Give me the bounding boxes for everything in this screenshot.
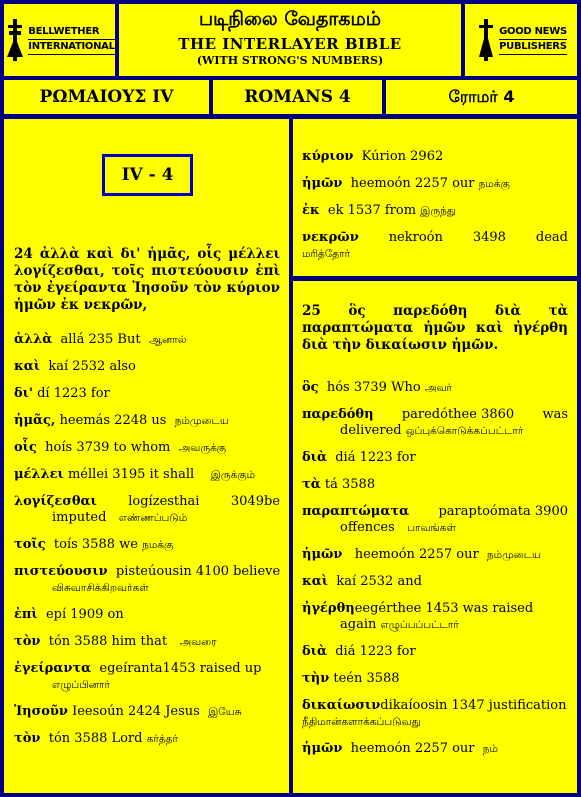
- word-row: ἡμῶν heemoón 2257 our நம்முடைய: [302, 547, 542, 562]
- title-greek-text: ΡΩΜΑΙΟΥΣ IV: [39, 87, 174, 107]
- word-row: δικαίωσινdikaíoosin 1347 justification நீதிமான்களாக்கப்படுவது: [302, 698, 567, 728]
- left-logo-text: BELLWETHER INTERNATIONAL: [28, 25, 114, 55]
- word-row: νεκρῶν nekroón 3498 dead மரித்தோர்: [302, 230, 568, 260]
- word-row: ἡμῶν heemoón 2257 our நமக்கு: [302, 176, 510, 191]
- word-row: ἠγέρθηeegérthee 1453 was raised again எழுப்பப்பட்டார்: [302, 601, 534, 632]
- word-row: ἐκ ek 1537 from இருந்து: [302, 203, 456, 218]
- title-tamil-text: ரோமர் 4: [448, 86, 515, 106]
- title-tamil: படிநிலை வேதாகமம்: [198, 8, 382, 30]
- right-logo-text: GOOD NEWS PUBLISHERS: [499, 25, 567, 55]
- word-row: τὰ tá 3588: [302, 477, 376, 492]
- title-english-text: ROMANS 4: [244, 87, 351, 107]
- verse-25-greek: 25 ὃς παρεδόθη διὰ τὰ παραπτώματα ἡμῶν καὶ ἠγέρθη διὰ τὴν δικαίωσιν ἡμῶν.: [302, 303, 568, 353]
- word-row: καὶ kaí 2532 and: [302, 574, 422, 589]
- word-row: παραπτώματα paraptoómata 3900 offences பாவங்கள்: [302, 504, 568, 535]
- header-title-box: [119, 4, 461, 76]
- word-row: παρεδόθη paredóthee 3860 was delivered ஒப்புக்கொடுக்கப்பட்டார்: [302, 407, 568, 438]
- word-row: τοῖς toís 3588 we நமக்கு: [14, 537, 174, 552]
- word-row: διὰ diá 1223 for: [302, 644, 416, 659]
- title-greek: [4, 80, 209, 114]
- word-row: Ἰησοῦν Ieesoún 2424 Jesus இயேசு: [14, 704, 242, 719]
- word-row: τὴν teén 3588: [302, 671, 400, 686]
- verse-24-greek: 24 ἀλλὰ καὶ δι' ἡμᾶς, οἷς μέλλει λογίζεσθαι, τοῖς πιστεύουσιν ἐπὶ τὸν ἐγείραντα Ἰησοῦν τὸν κύριον ἡμῶν ἐκ νεκρῶν,: [14, 246, 280, 313]
- word-row: ἀλλὰ allá 235 But ஆனால்: [14, 332, 187, 347]
- right-logo-box: [465, 4, 577, 76]
- word-row: ἡμᾶς, heemás 2248 us நம்முடைய: [14, 413, 229, 428]
- chapter-label: IV - 4: [102, 154, 193, 196]
- word-row: οἷς hoís 3739 to whom அவருக்கு: [14, 440, 227, 455]
- word-row: δι' dí 1223 for: [14, 386, 110, 401]
- left-logo-box: [4, 4, 115, 76]
- word-row: ἡμῶν heemoón 2257 our நம்: [302, 741, 498, 756]
- right-bottom-text: [302, 303, 568, 757]
- word-row: ἐγείραντα egeíranta1453 raised up எழுப்பினார்: [14, 661, 262, 691]
- word-row: τὸν tón 3588 him that அவரை: [14, 634, 217, 649]
- title-english: THE INTERLAYER BIBLE: [178, 35, 402, 53]
- word-row: κύριον Kúrion 2962: [302, 149, 444, 164]
- word-row: ἐπὶ epí 1909 on: [14, 607, 124, 622]
- title-subtitle: (WITH STRONG'S NUMBERS): [196, 54, 384, 67]
- title-tamil-box: [386, 80, 577, 114]
- bellwether-logo-icon: [4, 17, 26, 63]
- word-row: τὸν tón 3588 Lord கர்த்தர்: [14, 731, 179, 746]
- goodnews-logo-icon: [475, 17, 497, 63]
- title-english-box: [213, 80, 382, 114]
- word-row: καὶ kaí 2532 also: [14, 359, 136, 374]
- word-row: ὃς hós 3739 Who அவர்: [302, 380, 452, 395]
- word-row: λογίζεσθαι logízesthai 3049be imputed எண்ணப்படும்: [14, 494, 280, 525]
- word-row: μέλλει méllei 3195 it shall இருக்கும்: [14, 467, 256, 482]
- word-row: διὰ diá 1223 for: [302, 450, 416, 465]
- left-text: [14, 246, 280, 747]
- right-top-text: [302, 149, 568, 262]
- word-row: πιστεύουσιν pisteúousin 4100 believe விசுவாசிக்கிறவர்கள்: [14, 564, 281, 594]
